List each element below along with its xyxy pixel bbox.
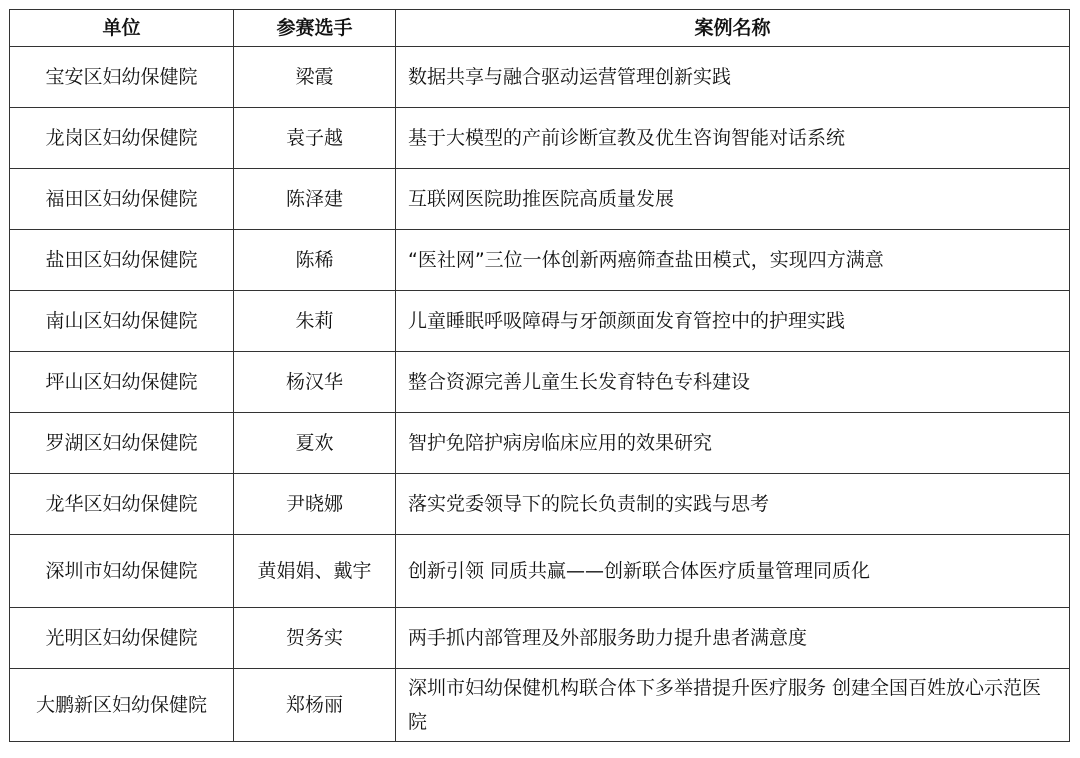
cell-case-name: 互联网医院助推医院高质量发展 [396, 169, 1070, 230]
cell-case-name: 两手抓内部管理及外部服务助力提升患者满意度 [396, 608, 1070, 669]
cell-case-name: “医社网”三位一体创新两癌筛查盐田模式，实现四方满意 [396, 230, 1070, 291]
cell-player: 夏欢 [234, 413, 396, 474]
cell-unit: 坪山区妇幼保健院 [10, 352, 234, 413]
table-row [10, 47, 1070, 108]
cell-player: 贺务实 [234, 608, 396, 669]
cell-case-name: 深圳市妇幼保健机构联合体下多举措提升医疗服务 创建全国百姓放心示范医院 [396, 669, 1070, 742]
cell-unit: 光明区妇幼保健院 [10, 608, 234, 669]
cell-player: 郑杨丽 [234, 669, 396, 742]
table-row [10, 352, 1070, 413]
table-row [10, 108, 1070, 169]
cell-case-name: 儿童睡眠呼吸障碍与牙颌颜面发育管控中的护理实践 [396, 291, 1070, 352]
table-row [10, 669, 1070, 742]
cell-unit: 南山区妇幼保健院 [10, 291, 234, 352]
case-table [9, 9, 1070, 742]
cell-unit: 深圳市妇幼保健院 [10, 535, 234, 608]
cell-case-name: 整合资源完善儿童生长发育特色专科建设 [396, 352, 1070, 413]
table-row [10, 413, 1070, 474]
cell-case-name: 智护免陪护病房临床应用的效果研究 [396, 413, 1070, 474]
cell-case-name: 数据共享与融合驱动运营管理创新实践 [396, 47, 1070, 108]
cell-player: 尹晓娜 [234, 474, 396, 535]
cell-unit: 龙华区妇幼保健院 [10, 474, 234, 535]
header-player: 参赛选手 [234, 10, 396, 47]
cell-unit: 龙岗区妇幼保健院 [10, 108, 234, 169]
cell-case-name: 基于大模型的产前诊断宣教及优生咨询智能对话系统 [396, 108, 1070, 169]
cell-unit: 罗湖区妇幼保健院 [10, 413, 234, 474]
cell-unit: 盐田区妇幼保健院 [10, 230, 234, 291]
cell-player: 陈泽建 [234, 169, 396, 230]
table-row [10, 474, 1070, 535]
cell-unit: 福田区妇幼保健院 [10, 169, 234, 230]
header-case-name: 案例名称 [396, 10, 1070, 47]
table-row [10, 291, 1070, 352]
cell-player: 黄娟娟、戴宇 [234, 535, 396, 608]
cell-case-name: 创新引领 同质共赢——创新联合体医疗质量管理同质化 [396, 535, 1070, 608]
table-header-row [10, 10, 1070, 47]
cell-unit: 大鹏新区妇幼保健院 [10, 669, 234, 742]
table-row [10, 608, 1070, 669]
header-unit: 单位 [10, 10, 234, 47]
cell-unit: 宝安区妇幼保健院 [10, 47, 234, 108]
cell-player: 朱莉 [234, 291, 396, 352]
cell-player: 袁子越 [234, 108, 396, 169]
table-row [10, 535, 1070, 608]
cell-case-name: 落实党委领导下的院长负责制的实践与思考 [396, 474, 1070, 535]
cell-player: 梁霞 [234, 47, 396, 108]
table-row [10, 230, 1070, 291]
table-row [10, 169, 1070, 230]
cell-player: 杨汉华 [234, 352, 396, 413]
case-table-container [9, 9, 1069, 742]
cell-player: 陈稀 [234, 230, 396, 291]
